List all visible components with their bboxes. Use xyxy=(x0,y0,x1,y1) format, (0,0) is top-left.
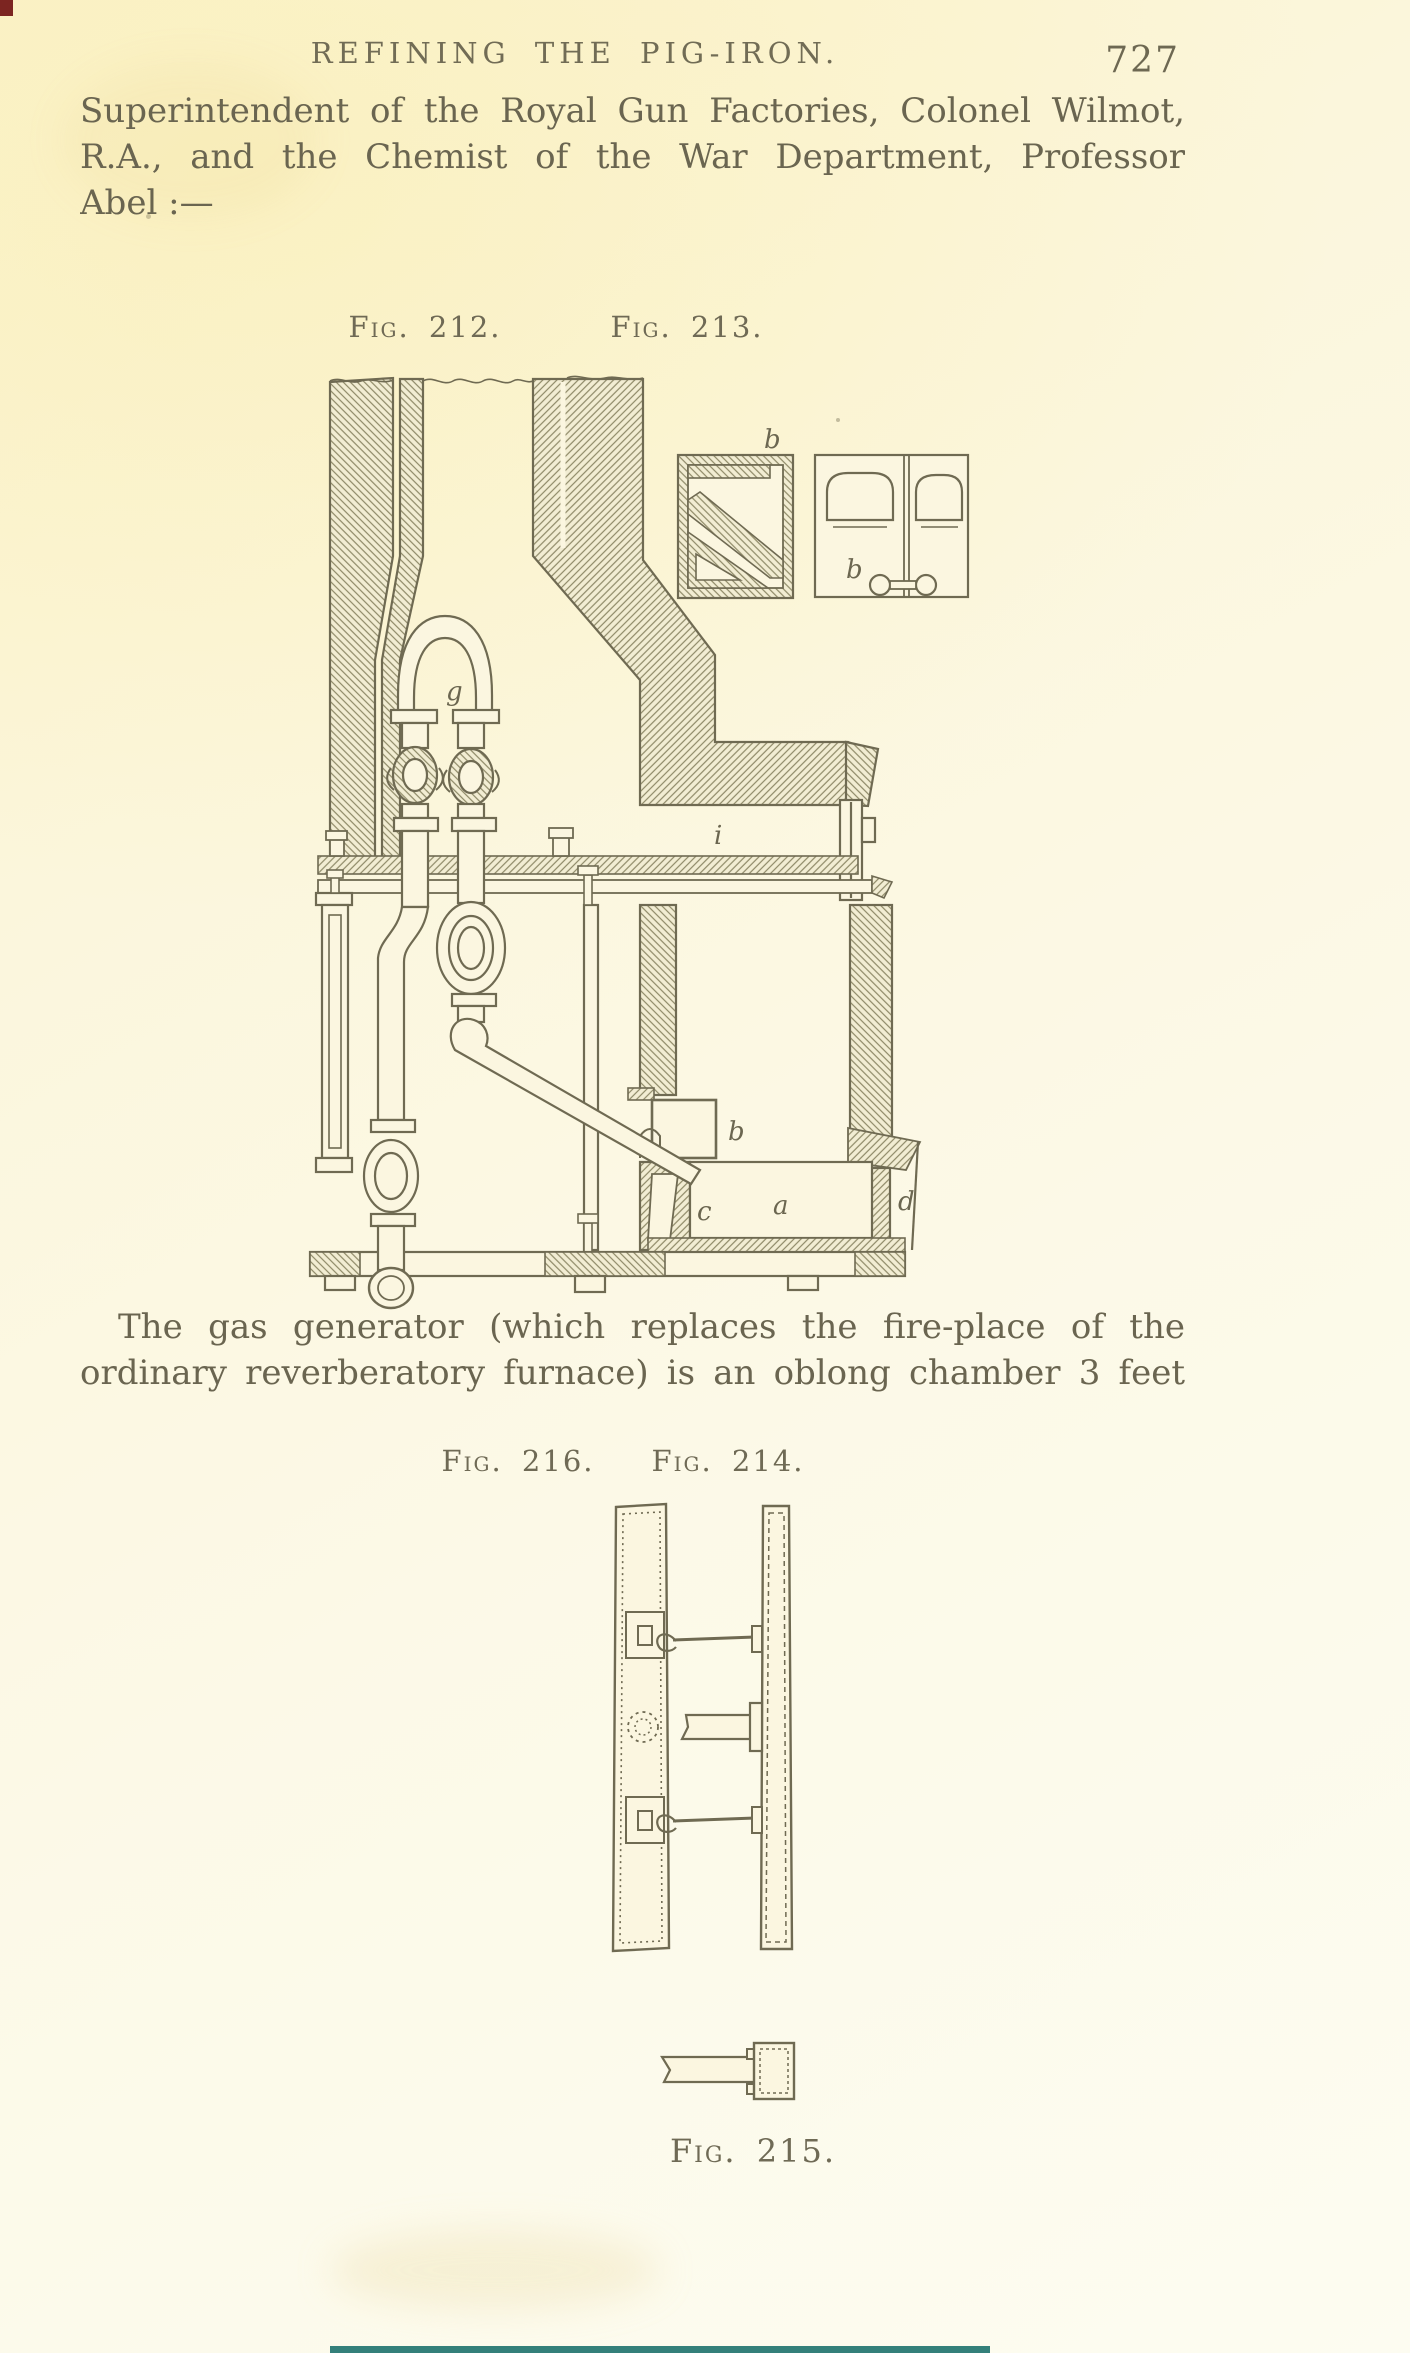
scan-artifact-teal-strip xyxy=(330,2346,990,2353)
text-line: Abel :— xyxy=(80,183,214,223)
text-line: Superintendent of the Royal Gun Factories, Colonel Wilmot, xyxy=(80,91,1185,131)
grate-bars xyxy=(613,1504,792,1951)
text-line: R.A., and the Chemist of the War Department, Professor xyxy=(80,137,1185,177)
label-b-hopper: b xyxy=(728,1117,745,1147)
caption-fig-214: Fig. 214. xyxy=(651,1444,805,1478)
label-c: c xyxy=(697,1197,712,1227)
label-i: i xyxy=(714,821,723,851)
text-line: ordinary reverberatory furnace) is an oblong chamber 3 feet xyxy=(80,1353,1185,1393)
fig213-flue-section xyxy=(678,455,793,598)
caption-fig-213: Fig. 213. xyxy=(610,310,764,344)
label-g: g xyxy=(446,677,463,707)
label-d: d xyxy=(898,1187,915,1217)
furnace-section xyxy=(310,376,968,1308)
paper-stain xyxy=(330,2230,660,2310)
caption-fig-212: Fig. 212. xyxy=(348,310,502,344)
caption-fig-215: Fig. 215. xyxy=(669,2132,837,2170)
page-number: 727 xyxy=(1105,40,1180,81)
bar-end xyxy=(662,2043,794,2099)
scan-artifact-red-corner xyxy=(0,0,13,16)
paragraph-intro xyxy=(80,88,1185,226)
text-line: The gas generator (which replaces the fire-place of the xyxy=(118,1307,1185,1347)
fig213-door-elevation xyxy=(815,455,968,597)
engraving-fig216-fig214 xyxy=(600,1495,820,1965)
caption-fig-216: Fig. 216. xyxy=(441,1444,595,1478)
label-a: a xyxy=(773,1191,789,1221)
engraving-fig212-fig213 xyxy=(300,368,970,1290)
label-b-flue: b xyxy=(764,425,781,455)
engraving-fig215 xyxy=(640,2030,820,2120)
label-b-door: b xyxy=(846,555,863,585)
running-title: REFINING THE PIG-IRON. xyxy=(310,36,840,70)
paragraph-body xyxy=(80,1304,1185,1396)
